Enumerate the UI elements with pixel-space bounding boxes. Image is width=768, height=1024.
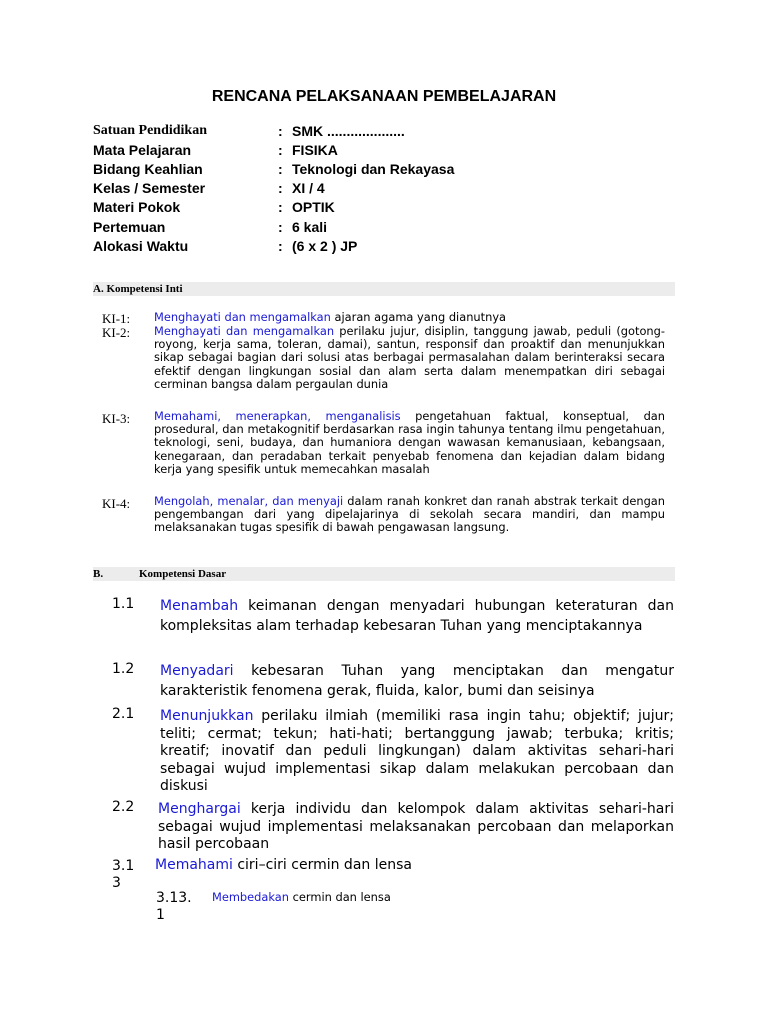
kd-number-line2: 3 <box>112 875 121 891</box>
identity-colon: : <box>278 161 283 177</box>
ipk-verb: Membedakan <box>212 890 289 904</box>
ki-body: perilaku jujur, disiplin, tanggung jawab, peduli (gotong-royong, kerja sama, toleran, damai), santun, responsif dan proaktif dan menunjukkan sikap sebagai bagian dari solusi atas berbagai permasalahan dalam berinteraksi secara efektif dengan lingkungan sosial dan alam serta dalam menempatkan diri sebagai cerminan bangsa dalam pergaulan dunia <box>154 324 665 391</box>
kd-body: perilaku ilmiah (memiliki rasa ingin tahu; objektif; jujur; teliti; cermat; tekun; hati-hati; bertanggung jawab; terbuka; kritis; kreatif; inovatif dan peduli lingkungan) dalam aktivitas sehari-hari sebagai wujud implementasi sikap dalam melakukan percobaan dan diskusi <box>160 708 674 794</box>
ki-body: pengetahuan faktual, konseptual, dan prosedural, dan metakognitif berdasarkan rasa ingin tahunya tentang ilmu pengetahuan, teknologi, seni, budaya, dan humaniora dengan wawasan kemanusiaan, kebangsaan, kenegaraan, dan peradaban terkait penyebab fenomena dan kejadian dalam bidang kerja yang spesifik untuk memecahkan masalah <box>154 409 665 476</box>
identity-value: 6 kali <box>292 219 328 235</box>
identity-value: OPTIK <box>292 199 335 215</box>
ipk-number <box>156 864 192 924</box>
ki-label: KI-3: <box>102 411 131 426</box>
kd-text <box>160 597 674 636</box>
kd-body: keimanan dengan menyadari hubungan keteraturan dan kompleksitas alam terhadap kebesaran Tuhan yang menciptakannya <box>160 598 674 634</box>
identity-value: (6 x 2 ) JP <box>292 238 358 254</box>
kd-body: kebesaran Tuhan yang menciptakan dan mengatur karakteristik fenomena gerak, fluida, kalor, bumi dan seisinya <box>160 663 674 699</box>
ki-body: dalam ranah konkret dan ranah abstrak terkait dengan pengembangan dari yang dipelajarinya di sekolah secara mandiri, dan mampu melaksanakan tugas spesifik di bawah pengawasan langsung. <box>154 494 665 535</box>
identity-label: Alokasi Waktu <box>93 238 189 254</box>
ki-text <box>154 410 665 476</box>
identity-label: Bidang Keahlian <box>93 161 203 177</box>
identity-label: Materi Pokok <box>93 199 181 215</box>
kd-text <box>160 708 674 796</box>
kd-number <box>112 858 134 892</box>
kd-verb: Menambah <box>160 598 239 614</box>
identity-colon: : <box>278 123 283 139</box>
ki-verb: Memahami, menerapkan, menganalisis <box>154 409 401 423</box>
ki-text <box>154 495 665 535</box>
identity-label: Satuan Pendidikan <box>93 123 207 138</box>
identity-label: Pertemuan <box>93 219 166 235</box>
ki-label: KI-2: <box>102 325 131 340</box>
ipk-body: cermin dan lensa <box>288 890 391 904</box>
identity-colon: : <box>278 238 283 254</box>
section-b-heading <box>93 567 675 581</box>
ki-verb: Menghayati dan mengamalkan <box>154 324 335 338</box>
identity-colon: : <box>278 142 283 158</box>
kd-body: ciri–ciri cermin dan lensa <box>232 857 412 873</box>
section-b-title: Kompetensi Dasar <box>139 568 227 580</box>
identity-value: SMK .................... <box>292 123 405 139</box>
kd-number: 1.2 <box>112 661 135 677</box>
ipk-text <box>212 891 391 904</box>
section-b-letter: B. <box>93 568 104 580</box>
kd-text <box>158 801 674 854</box>
kd-body: kerja individu dan kelompok dalam aktivitas sehari-hari sebagai wujud implementasi melaksanakan percobaan dan melaporkan hasil percobaan <box>158 801 674 852</box>
kd-text <box>155 857 412 874</box>
identity-colon: : <box>278 219 283 235</box>
ki-verb: Mengolah, menalar, dan menyaji <box>154 494 344 508</box>
ki-verb: Menghayati dan mengamalkan <box>154 310 331 324</box>
kd-verb: Menghargai <box>158 801 241 817</box>
kd-number: 2.1 <box>112 706 135 722</box>
ki-label: KI-1: <box>102 311 131 326</box>
identity-value: Teknologi dan Rekayasa <box>292 161 455 177</box>
identity-label: Kelas / Semester <box>93 180 206 196</box>
kd-number: 1.1 <box>112 596 135 612</box>
kd-number-line1: 3.1 <box>112 858 135 874</box>
page-title: RENCANA PELAKSANAAN PEMBELAJARAN <box>211 88 557 105</box>
ki-label: KI-4: <box>102 496 131 511</box>
kd-verb: Menyadari <box>160 663 234 679</box>
identity-value: FISIKA <box>292 142 338 158</box>
identity-colon: : <box>278 199 283 215</box>
kd-text <box>160 662 674 701</box>
kd-number: 2.2 <box>112 799 135 815</box>
ki-body: ajaran agama yang dianutnya <box>330 310 507 324</box>
identity-value: XI / 4 <box>292 180 325 196</box>
identity-colon: : <box>278 180 283 196</box>
identity-label: Mata Pelajaran <box>93 142 192 158</box>
ki-text <box>154 311 665 324</box>
ipk-number-line1: 3.13. <box>156 890 192 906</box>
ipk-number-line2: 1 <box>156 907 165 923</box>
kd-verb: Memahami <box>155 857 233 873</box>
kd-verb: Menunjukkan <box>160 708 254 724</box>
section-a-heading: A. Kompetensi Inti <box>93 282 675 296</box>
ki-text <box>154 325 665 391</box>
